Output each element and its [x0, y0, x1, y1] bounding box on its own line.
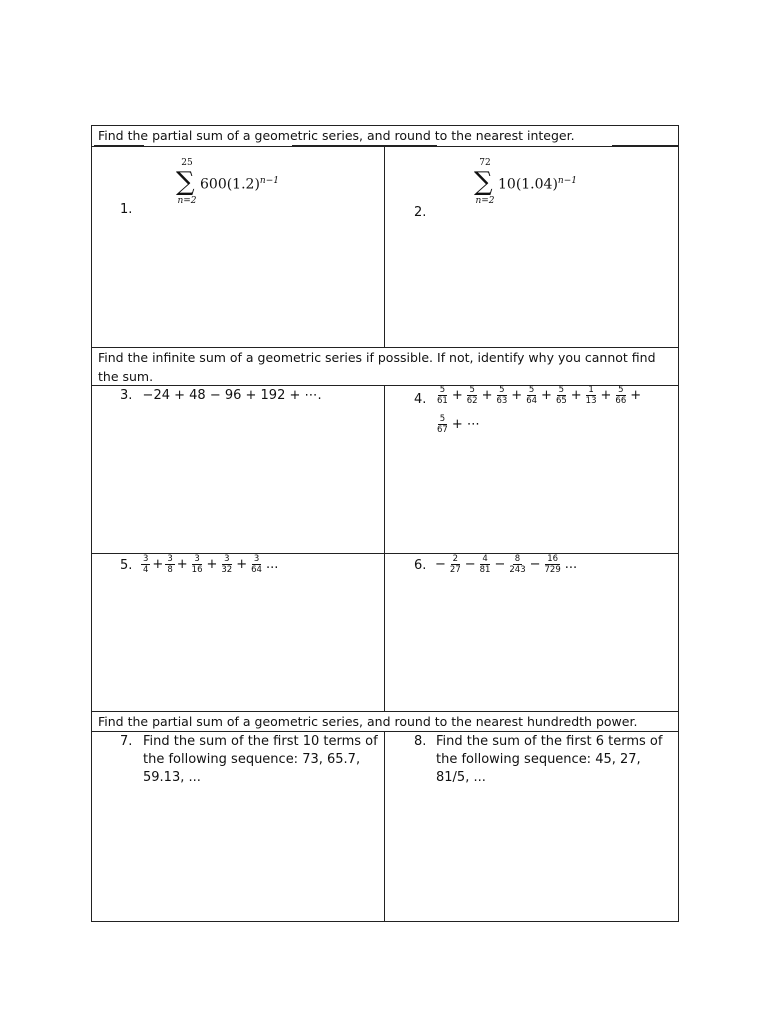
problem-number: 7. — [120, 734, 133, 749]
fraction: $\frac{5}{64}$ — [526, 385, 538, 406]
fraction: $\frac{5}{63}$ — [496, 385, 508, 406]
sum-expression — [200, 176, 279, 193]
fraction: $\frac{5}{65}$ — [555, 385, 567, 406]
problem-8-text — [436, 733, 662, 787]
section-header-partial-integer — [92, 126, 678, 147]
problem-3 — [120, 388, 322, 403]
column-divider — [384, 732, 385, 922]
fraction: $\frac{8}{243}$ — [509, 554, 526, 575]
sum-expression — [498, 176, 577, 193]
sum-base: 10(1.04) — [498, 176, 558, 193]
section-header-infinite — [92, 347, 678, 386]
fraction: $\frac{3}{16}$ — [191, 554, 203, 575]
header-underline — [94, 145, 144, 146]
header-underline — [612, 145, 678, 146]
sigma-icon: ∑ — [474, 167, 493, 197]
problem-6-series: − $\frac{2}{27}$ − $\frac{4}{81}$ − $\frac{8}{243}$ − $\frac{16}{729}$ ... — [435, 554, 578, 575]
problem-text-line: 81/5, ... — [436, 770, 486, 785]
section-instruction: Find the infinite sum of a geometric series if possible. If not, identify why you cannot find the sum. — [98, 350, 656, 384]
sum-exponent: n−1 — [557, 176, 577, 186]
fraction: $\frac{5}{62}$ — [466, 385, 478, 406]
sum-lower-limit: n=2 — [475, 196, 495, 206]
fraction: $\frac{5}{66}$ — [615, 385, 627, 406]
problem-text-line: Find the sum of the first 10 terms of — [143, 734, 378, 749]
column-divider — [384, 386, 385, 711]
problem-text-line: 59.13, ... — [143, 770, 201, 785]
problem-number: 5. — [120, 558, 133, 573]
sigma-icon: ∑ — [176, 167, 195, 197]
section-header-partial-hundredth — [92, 711, 678, 732]
problem-4-series-line1: $\frac{5}{61}$ + $\frac{5}{62}$ + $\frac{5}{63}$ + $\frac{5}{64}$ + $\frac{5}{65}$ + $\frac{1}{13}$ + $\frac{5}{66}$ + — [437, 385, 642, 406]
fraction: $\frac{3}{8}$ — [167, 554, 173, 575]
problem-text-line: Find the sum of the first 6 terms of — [436, 734, 663, 749]
sum-base: 600(1.2) — [200, 176, 260, 193]
problem-5-series: $\frac{3}{4}$ + $\frac{3}{8}$ + $\frac{3}{16}$ + $\frac{3}{32}$ + $\frac{3}{64}$ ... — [143, 554, 279, 575]
header-underline — [292, 145, 437, 146]
section-instruction: Find the partial sum of a geometric series, and round to the nearest hundredth power. — [98, 714, 638, 729]
fraction: $\frac{3}{4}$ — [143, 554, 149, 575]
column-divider — [384, 147, 385, 347]
fraction: $\frac{3}{64}$ — [251, 554, 262, 575]
fraction: $\frac{4}{81}$ — [479, 554, 491, 575]
fraction: $\frac{16}{729}$ — [544, 554, 561, 575]
problem-number: 8. — [414, 734, 427, 749]
section-instruction: Find the partial sum of a geometric series, and round to the nearest integer. — [98, 128, 575, 143]
fraction: $\frac{1}{13}$ — [585, 385, 597, 406]
problem-text-line: the following sequence: 73, 65.7, — [143, 752, 361, 767]
sum-exponent: n−1 — [259, 176, 279, 186]
problem-number: 1. — [120, 202, 133, 217]
problem-7-text — [143, 733, 378, 787]
fraction: $\frac{5}{61}$ — [437, 385, 448, 406]
worksheet-table — [91, 125, 679, 922]
problem-4-series-line2: $\frac{5}{67}$ + ⋯ — [437, 414, 480, 435]
sum-upper-limit: 72 — [479, 158, 491, 168]
sum-lower-limit: n=2 — [177, 196, 197, 206]
problem-number: 3. — [120, 388, 133, 403]
problem-text-line: the following sequence: 45, 27, — [436, 752, 641, 767]
fraction: $\frac{5}{67}$ — [437, 414, 448, 435]
problem-number: 4. — [414, 392, 427, 407]
problem-number: 2. — [414, 205, 427, 220]
series-expression: −24 + 48 − 96 + 192 + ⋯. — [142, 388, 322, 403]
sum-upper-limit: 25 — [181, 158, 193, 168]
problem-number: 6. — [414, 558, 427, 573]
fraction: $\frac{2}{27}$ — [449, 554, 461, 575]
fraction: $\frac{3}{32}$ — [221, 554, 233, 575]
